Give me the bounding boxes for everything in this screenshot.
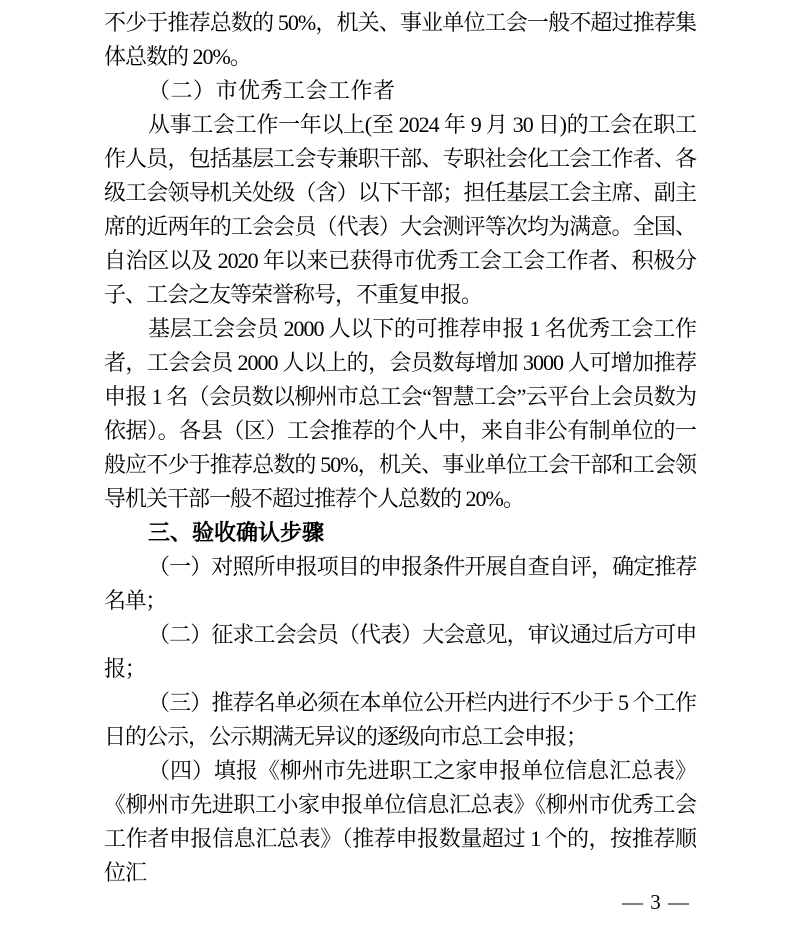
list-item-paragraph: （三）推荐名单必须在本单位公开栏内进行不少于 5 个工作日的公示，公示期满无异议的逐级向市总工会申报； bbox=[104, 690, 696, 749]
document-body bbox=[104, 6, 696, 890]
list-item-paragraph: （一）对照所申报项目的申报条件开展自查自评，确定推荐名单； bbox=[104, 554, 696, 613]
section-subheading-2: （二）市优秀工会工作者 bbox=[148, 78, 396, 103]
body-paragraph: 基层工会会员 2000 人以下的可推荐申报 1 名优秀工会工作者，工会会员 2000 人以上的，会员数每增加 3000 人可增加推荐申报 1 名（会员数以柳州市总工会“智慧工会”云平台上会员数为依据）。各县（区）工会推荐的个人中，来自非公有制单位的一般应不少于推荐总数的 50%，机关、事业单位工会干部和工会领导机关干部一般不超过推荐个人总数的 20%。 bbox=[104, 316, 696, 511]
body-paragraph: 从事工会工作一年以上(至 2024 年 9 月 30 日)的工会在职工作人员，包括基层工会专兼职干部、专职社会化工会工作者、各级工会领导机关处级（含）以下干部；担任基层工会主席、副主席的近两年的工会会员（代表）大会测评等次均为满意。全国、自治区以及 2020 年以来已获得市优秀工会工会工作者、积极分子、工会之友等荣誉称号，不重复申报。 bbox=[104, 112, 696, 307]
paragraph-continuation: 不少于推荐总数的 50%，机关、事业单位工会一般不超过推荐集体总数的 20%。 bbox=[104, 10, 696, 69]
list-item-paragraph: （二）征求工会会员（代表）大会意见，审议通过后方可申报； bbox=[104, 622, 696, 681]
list-item-paragraph: （四）填报《柳州市先进职工之家申报单位信息汇总表》《柳州市先进职工小家申报单位信息汇总表》《柳州市优秀工会工作者申报信息汇总表》（推荐申报数量超过 1 个的，按推荐顺位汇 bbox=[104, 758, 696, 885]
section-heading-3: 三、验收确认步骤 bbox=[148, 520, 325, 545]
page-number: — 3 — bbox=[622, 890, 690, 914]
